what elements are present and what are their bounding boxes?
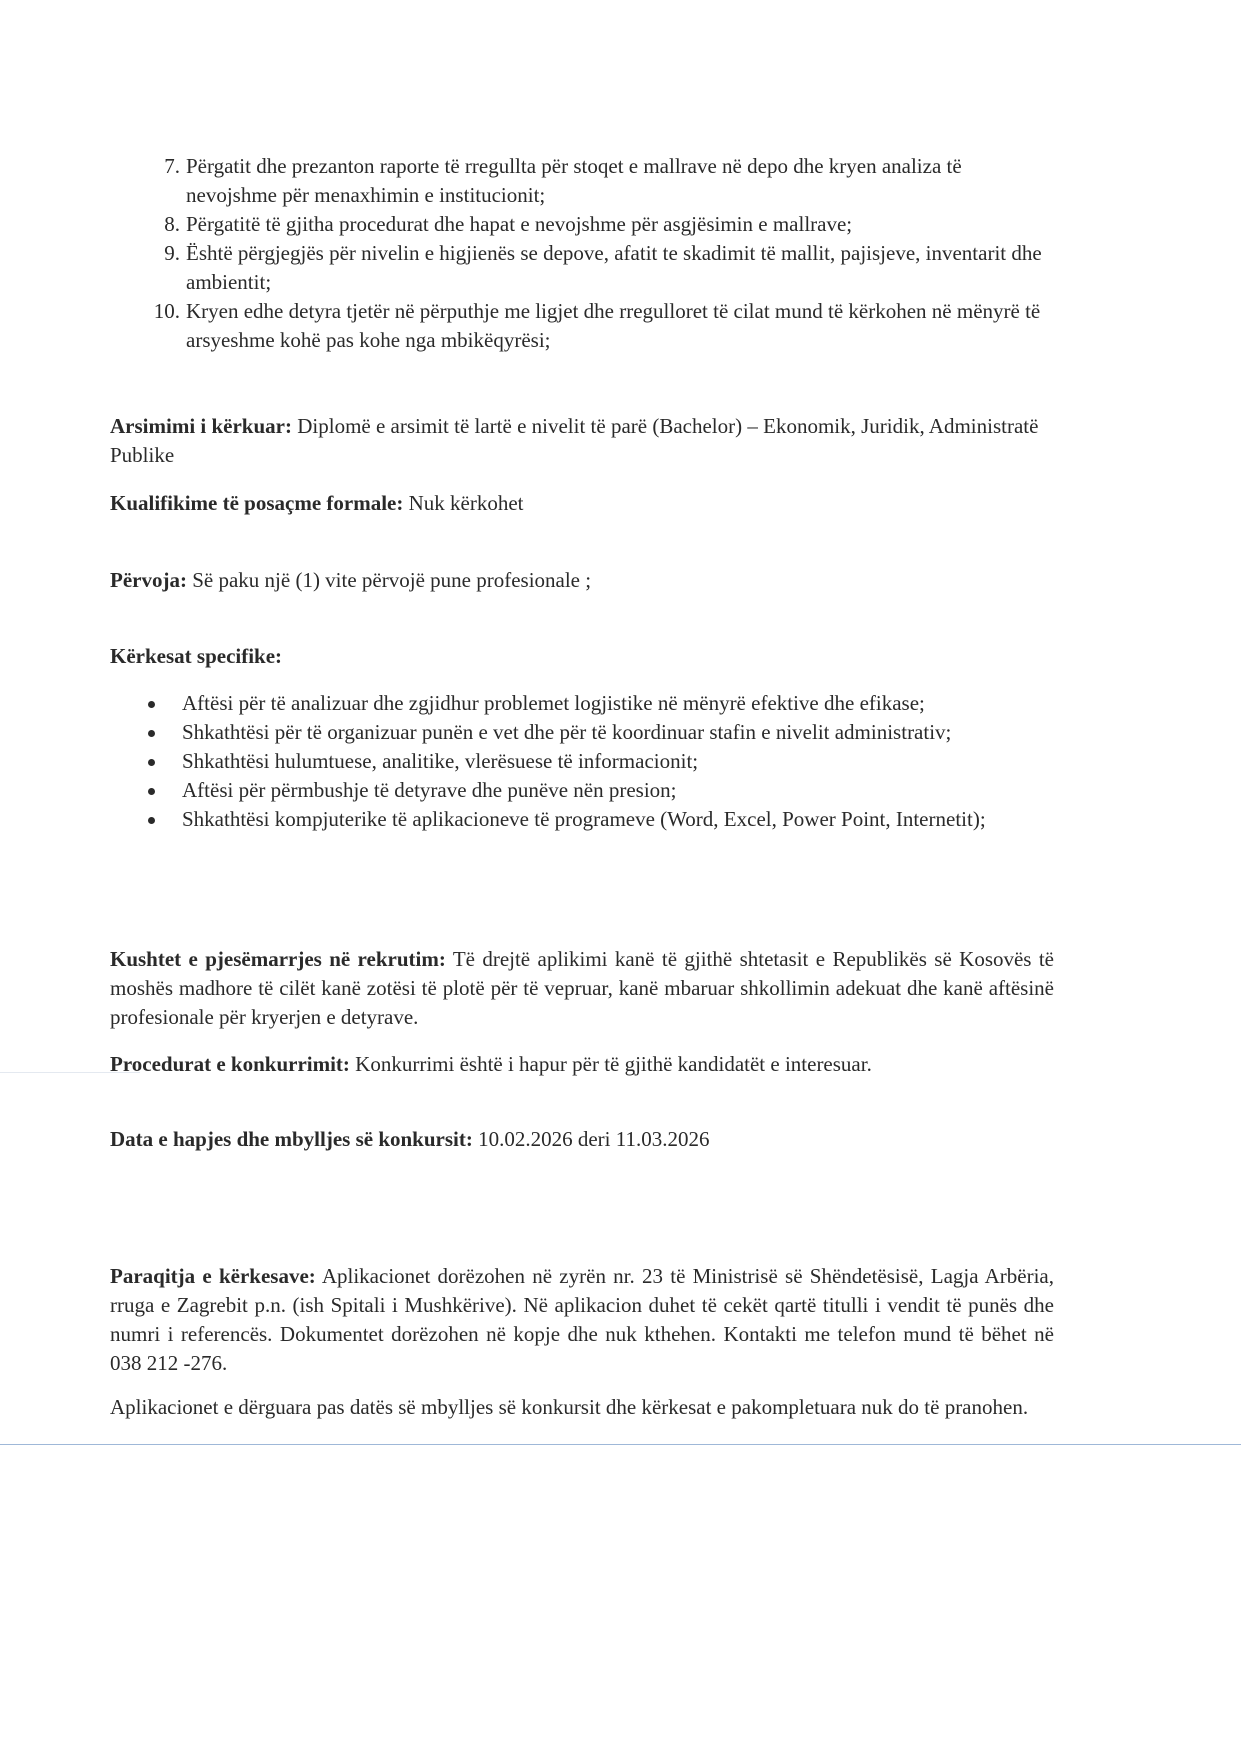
bullet-icon <box>148 759 155 766</box>
dates-text: 10.02.2026 deri 11.03.2026 <box>472 1127 710 1151</box>
duty-number: 7. <box>164 154 180 178</box>
duty-item <box>150 210 1056 239</box>
specific-label: Kërkesat specifike: <box>110 644 283 668</box>
education-text: Diplomë e arsimit të lartë e nivelit të parë (Bachelor) – Ekonomik, Juridik, Administratë Publike <box>110 414 1039 467</box>
experience-label: Përvoja: <box>110 568 187 592</box>
duty-text: Kryen edhe detyra tjetër në përputhje me ligjet dhe rregulloret të cilat mund të kërkohen në mënyrë të arsyeshme kohë pas kohe nga mbikëqyrësi; <box>186 299 1041 352</box>
bullet-icon <box>148 701 155 708</box>
dates-section <box>110 1125 1054 1154</box>
duty-number: 8. <box>164 212 180 236</box>
education-section <box>110 412 1054 470</box>
duty-item <box>150 152 1056 210</box>
bullet-icon <box>148 817 155 824</box>
specific-requirements-list <box>148 689 1054 834</box>
duty-number: 9. <box>164 241 180 265</box>
duties-list <box>150 152 1056 355</box>
conditions-label: Kushtet e pjesëmarrjes në rekrutim: <box>110 947 446 971</box>
duty-item <box>150 297 1056 355</box>
qualifications-text: Nuk kërkohet <box>403 491 524 515</box>
list-item <box>148 805 1054 834</box>
qualifications-label: Kualifikime të posaçme formale: <box>110 491 404 515</box>
list-item <box>148 776 1054 805</box>
list-item-text: Aftësi për përmbushje të detyrave dhe punëve nën presion; <box>182 778 677 802</box>
conditions-text: Të drejtë aplikimi kanë të gjithë shtetasit e Republikës së Kosovës të moshës madhore të cilët kanë zotësi të plotë për të vepruar, kanë mbaruar shkollimin adekuat dhe kanë aftësinë profesionale për kryerjen e detyrave. <box>110 947 1055 1029</box>
procedures-text: Konkurrimi është i hapur për të gjithë kandidatët e interesuar. <box>349 1052 872 1076</box>
education-label: Arsimimi i kërkuar: <box>110 414 292 438</box>
submission-label: Paraqitja e kërkesave: <box>110 1264 316 1288</box>
bullet-icon <box>148 730 155 737</box>
list-item-text: Shkathtësi hulumtuese, analitike, vlerësuese të informacionit; <box>182 749 699 773</box>
experience-section <box>110 566 1054 595</box>
duty-item <box>150 239 1056 297</box>
closing-note: Aplikacionet e dërguara pas datës së mbylljes së konkursit dhe kërkesat e pakompletuara nuk do të pranohen. <box>110 1395 1029 1419</box>
duty-text: Është përgjegjës për nivelin e higjienës se depove, afatit te skadimit të mallit, pajisjeve, inventarit dhe ambientit; <box>186 241 1042 294</box>
submission-text: Aplikacionet dorëzohen në zyrën nr. 23 të Ministrisë së Shëndetësisë, Lagja Arbëria, rruga e Zagrebit p.n. (ish Spitali i Mushkërive). Në aplikacion duhet të cekët qartë titulli i vendit të punës dhe numri i referencës. Dokumentet dorëzohen në kopje dhe nuk kthehen. Kontakti me telefon mund të bëhet në 038 212 -276. <box>110 1264 1055 1375</box>
qualifications-section <box>110 489 1054 518</box>
procedures-section <box>110 1050 1054 1079</box>
list-item-text: Shkathtësi kompjuterike të aplikacioneve të programeve (Word, Excel, Power Point, Internetit); <box>182 807 986 831</box>
bullet-icon <box>148 788 155 795</box>
duty-number: 10. <box>153 299 180 323</box>
list-item-text: Aftësi për të analizuar dhe zgjidhur problemet logjistike në mënyrë efektive dhe efikase; <box>182 691 925 715</box>
list-item-text: Shkathtësi për të organizuar punën e vet dhe për të koordinuar stafin e nivelit administrativ; <box>182 720 952 744</box>
list-item <box>148 718 1054 747</box>
scan-artifact-line <box>0 1444 1241 1445</box>
list-item <box>148 747 1054 776</box>
duty-text: Përgatit dhe prezanton raporte të rregullta për stoqet e mallrave në depo dhe kryen analiza të nevojshme për menaxhimin e institucionit; <box>186 154 962 207</box>
procedures-label: Procedurat e konkurrimit: <box>110 1052 350 1076</box>
specific-requirements-heading <box>110 642 1054 671</box>
conditions-section <box>110 945 1054 1032</box>
list-item <box>148 689 1054 718</box>
submission-section <box>110 1262 1054 1378</box>
duty-text: Përgatitë të gjitha procedurat dhe hapat e nevojshme për asgjësimin e mallrave; <box>186 212 853 236</box>
dates-label: Data e hapjes dhe mbylljes së konkursit: <box>110 1127 473 1151</box>
experience-text: Së paku një (1) vite përvojë pune profesionale ; <box>186 568 592 592</box>
